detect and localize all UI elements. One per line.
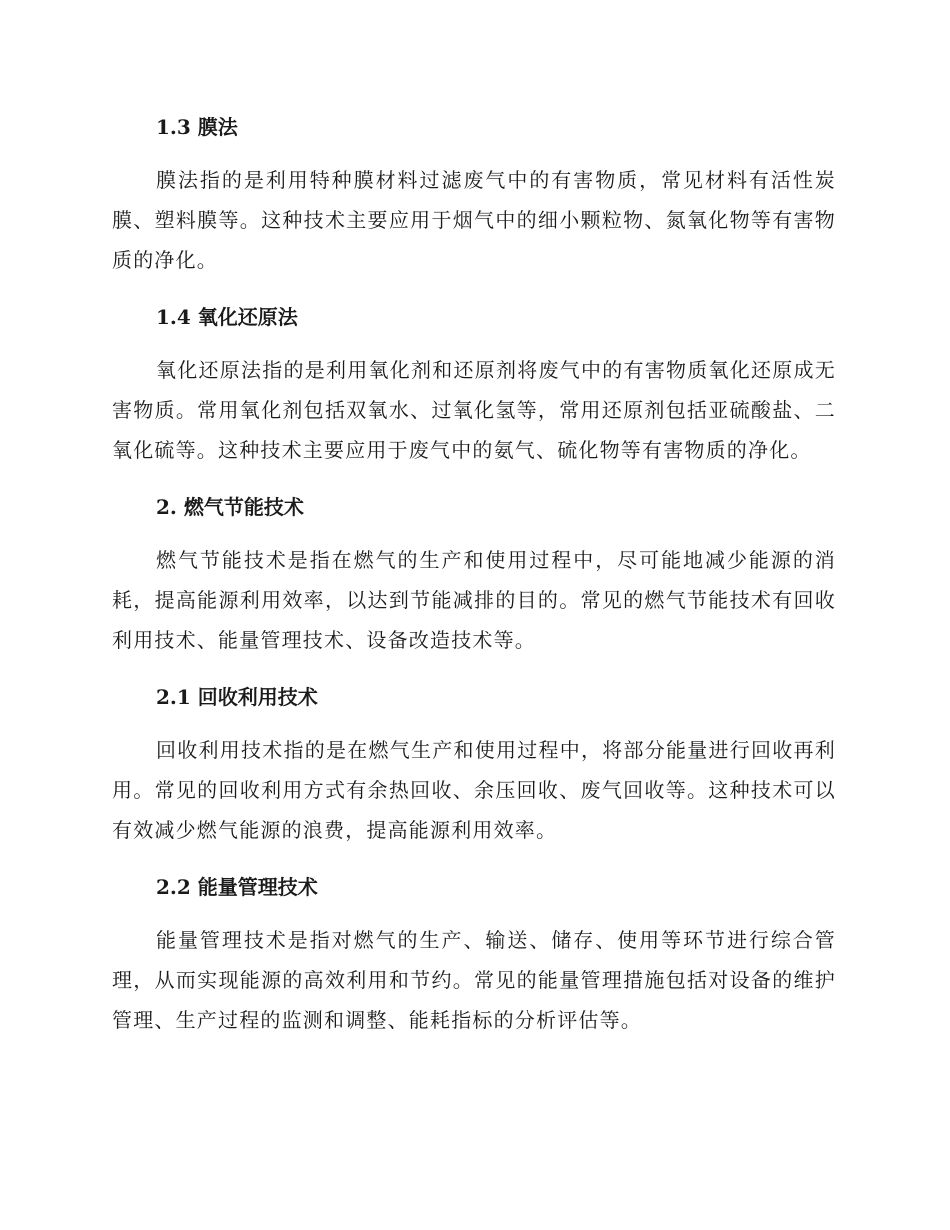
section-heading-2-2: 2.2 能量管理技术 xyxy=(156,875,318,899)
document-body xyxy=(112,108,836,1040)
section-heading-2: 2. 燃气节能技术 xyxy=(156,495,304,519)
section-paragraph-2-2: 能量管理技术是指对燃气的生产、输送、储存、使用等环节进行综合管理，从而实现能源的高效利用和节约。常见的能量管理措施包括对设备的维护管理、生产过程的监测和调整、能耗指标的分析评估等。 xyxy=(112,928,836,1032)
section-paragraph-1-4: 氧化还原法指的是利用氧化剂和还原剂将废气中的有害物质氧化还原成无害物质。常用氧化剂包括双氧水、过氧化氢等，常用还原剂包括亚硫酸盐、二氧化硫等。这种技术主要应用于废气中的氨气、硫化物等有害物质的净化。 xyxy=(112,358,836,462)
section-paragraph-2: 燃气节能技术是指在燃气的生产和使用过程中，尽可能地减少能源的消耗，提高能源利用效率，以达到节能减排的目的。常见的燃气节能技术有回收利用技术、能量管理技术、设备改造技术等。 xyxy=(112,548,836,652)
section-heading-1-4: 1.4 氧化还原法 xyxy=(156,305,298,329)
section-paragraph-1-3: 膜法指的是利用特种膜材料过滤废气中的有害物质，常见材料有活性炭膜、塑料膜等。这种技术主要应用于烟气中的细小颗粒物、氮氧化物等有害物质的净化。 xyxy=(112,168,836,272)
section-heading-1-3: 1.3 膜法 xyxy=(156,115,238,139)
section-paragraph-2-1: 回收利用技术指的是在燃气生产和使用过程中，将部分能量进行回收再利用。常见的回收利用方式有余热回收、余压回收、废气回收等。这种技术可以有效减少燃气能源的浪费，提高能源利用效率。 xyxy=(112,738,836,842)
section-heading-2-1: 2.1 回收利用技术 xyxy=(156,685,318,709)
